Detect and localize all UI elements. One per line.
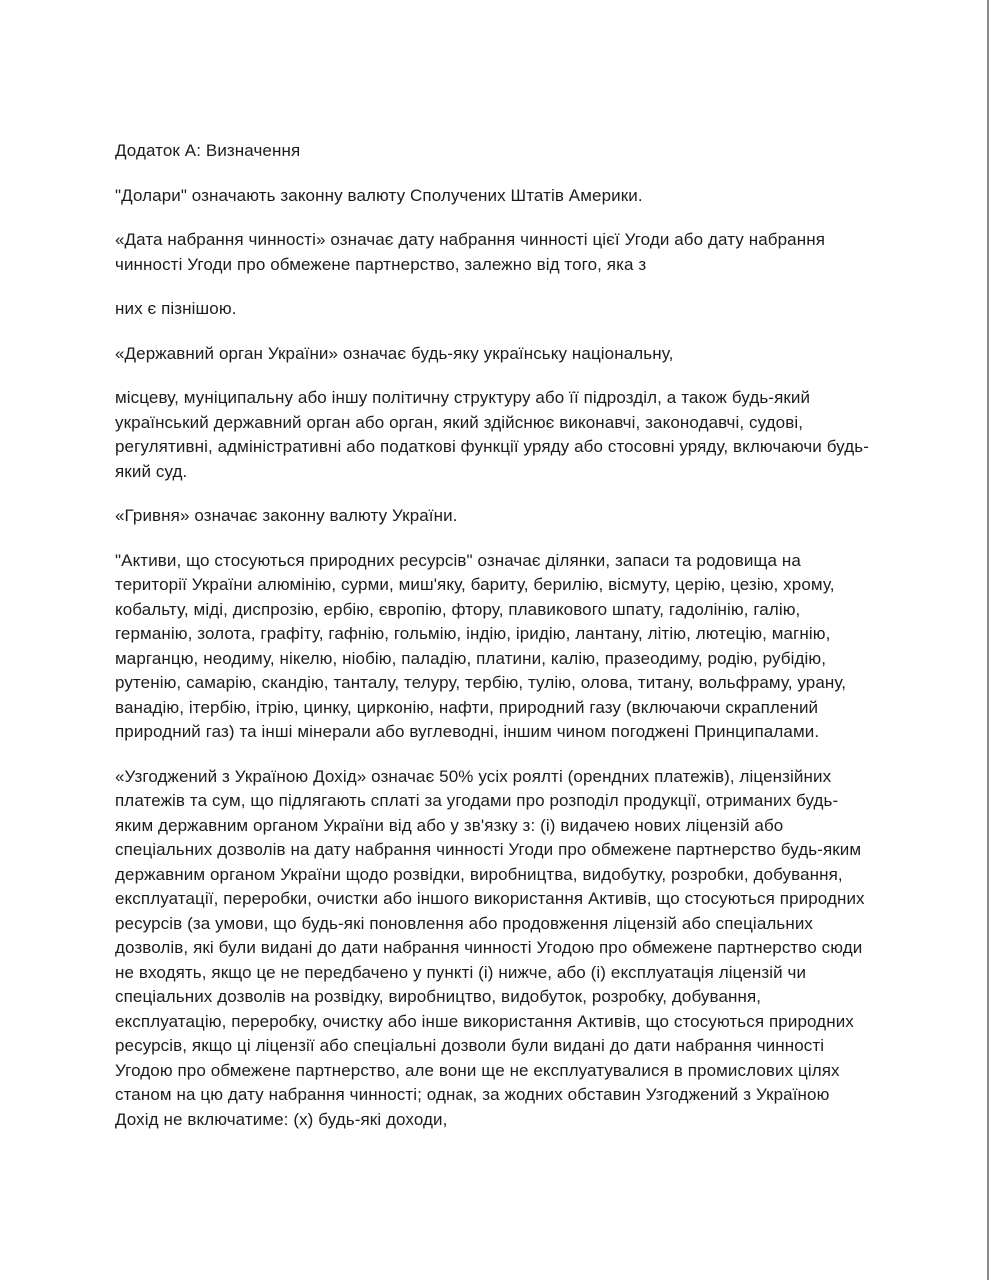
paragraph-dollars-definition: "Долари" означають законну валюту Сполучених Штатів Америки. [115,185,643,205]
paragraph-hryvnia-definition: «Гривня» означає законну валюту України. [115,506,458,525]
paragraph-effective-date-definition: «Дата набрання чинності» означає дату набрання чинності цієї Угоди або дату набрання чинності Угоди про обмежене партнерство, залежно від того, яка з [115,230,825,274]
paragraph-agreed-ukraine-revenue-definition: «Узгоджений з Україною Дохід» означає 50% усіх роялті (орендних платежів), ліцензійних платежів та сум, що підлягають сплаті за угодами про розподіл продукції, отриманих будь-яким державним органом України від або у зв'язку з: (і) видачею нових ліцензій або спеціальних дозволів на дату набрання чинності Угоди про обмежене партнерство будь-яким державним органом України щодо розвідки, виробництва, видобутку, розробки, добування, експлуатації, переробки, очистки або іншого використання Активів, що стосуються природних ресурсів (за умови, що будь-які поновлення або продовження ліцензій або спеціальних дозволів, які були видані до дати набрання чинності Угодою про обмежене партнерство сюди не входять, якщо це не передбачено у пункті (і) нижче, або (і) експлуатація ліцензій чи спеціальних дозволів на розвідку, виробництво, видобуток, розробку, добування, експлуатацію, переробку, очистку або інше використання Активів, що стосуються природних ресурсів, якщо ці ліцензії або спеціальні дозволи були видані до дати набрання чинності Угодою про обмежене партнерство, але вони ще не експлуатувалися в промислових цілях станом на цю дату набрання чинності; однак, за жодних обставин Узгоджений з Україною Дохід не включатиме: (х) будь-які доходи, [115,766,865,1129]
document-title: Додаток А: Визначення [115,141,301,160]
scan-right-edge-line [987,0,989,1280]
paragraph-government-body-definition: «Державний орган України» означає будь-яку українську національну, [115,343,674,363]
document-content [115,139,872,1152]
paragraph-government-body-continuation: місцеву, муніципальну або іншу політичну структуру або її підрозділ, а також будь-який український державний орган або орган, який здійснює виконавчі, законодавчі, судові, регулятивні, адміністративні або податкові функції уряду або стосовні уряду, включаючи будь-який суд. [115,388,869,481]
paragraph-effective-date-continuation: них є пізнішою. [115,299,237,318]
paragraph-natural-resource-assets-definition: "Активи, що стосуються природних ресурсів" означає ділянки, запаси та родовища на території України алюмінію, сурми, миш'яку, бариту, берилію, вісмуту, церію, цезію, хрому, кобальту, міді, диспрозію, ербію, європію, фтору, плавикового шпату, гадолінію, галію, германію, золота, графіту, гафнію, гольмію, індію, іридію, лантану, літію, лютецію, магнію, марганцю, неодиму, нікелю, ніобію, паладію, платини, калію, празеодиму, родію, рубідію, рутенію, самарію, скандію, танталу, телуру, тербію, тулію, олова, титану, вольфраму, урану, ванадію, ітербію, ітрію, цинку, цирконію, нафти, природний газу (включаючи скраплений природний газ) та інші мінерали або вуглеводні, іншим чином погоджені Принципалами. [115,550,847,741]
